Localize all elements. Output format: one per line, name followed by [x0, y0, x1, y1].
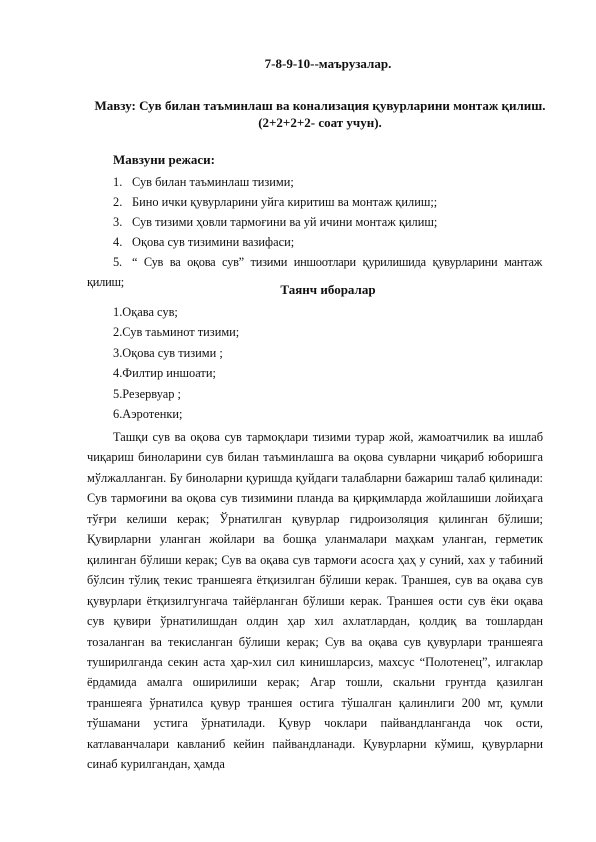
keyword-item: 1.Оқава сув;: [113, 305, 178, 319]
topic-title: Мавзу: Сув билан таъминлаш ва конализация қувурларини монтаж қилиш. (2+2+2+2- соат учун).: [94, 98, 546, 130]
keywords-heading: Таянч иборалар: [280, 282, 376, 297]
plan-list: [87, 172, 542, 292]
keyword-item: 6.Аэротенки;: [113, 407, 183, 422]
plan-item-number: 2.: [113, 195, 123, 209]
plan-heading: Мавзуни режаси:: [113, 152, 215, 167]
keyword-item: 4.Филтир иншоати;: [113, 366, 216, 381]
plan-item: [87, 232, 542, 252]
plan-item: [87, 192, 542, 212]
keyword-item: 2.Сув таьминот тизими;: [113, 325, 240, 340]
plan-item-number: 1.: [113, 175, 123, 189]
plan-item: [87, 212, 542, 232]
keywords-list: [113, 302, 239, 424]
lecture-number-heading: 7-8-9-10--маърузалар.: [264, 56, 392, 71]
plan-item-number: 5.: [113, 255, 122, 269]
plan-item-text: Бино ички қувурларини уйга киритиш ва монтаж қилиш;;: [132, 195, 438, 209]
plan-item-text: “ Сув ва оқова сув” тизими иншоотлари қурилишида қувурларини мантаж қилиш;: [87, 255, 542, 289]
plan-item-text: Оқова сув тизимини вазифаси;: [132, 235, 295, 249]
plan-item-text: Сув тизими ҳовли тармоғини ва уй ичини монтаж қилиш;: [132, 215, 438, 229]
plan-item-text: Сув билан таъминлаш тизими;: [132, 175, 294, 189]
plan-item-number: 4.: [113, 235, 123, 249]
keyword-item: 5.Резервуар ;: [113, 386, 181, 401]
plan-item-number: 3.: [113, 215, 123, 229]
body-paragraph: Ташқи сув ва оқова сув тармоқлари тизими турар жой, жамоатчилик ва ишлаб чиқариш биноларини сув билан таъминлашга ва оқова сувларни чиқариб юборишга мўлжалланган. Бу биноларни қуришда қуйдаги талабларни бажариш талаб қилинади: Сув тармоғини ва оқова сув тизимини планда ва қирқимларда жойлашиши лойиҳага тўғри келиши керак; Ўрнатилган қувурлар гидроизоляция қилинган бўлиши; Қувирларни уланган жойлари ва бошқа уланмалари маҳкам уланган, герметик қилинган бўлиши керак; Сув ва оқава сув тармоғи асосга ҳаҳ у суний, хах у табиний бўлсин тўлиқ текис траншеяга ётқизилган бўлиши керак. Траншея, сув ва оқава сув қувурлари ётқизилгунгача тайёрланган бўлиши керак. Траншея ости сув ёки оқава сув қувири ўрнатилишдан олдин ҳар хил ахлатлардан, қолдиқ ва тошлардан тозаланган ва текисланган бўлиши керак; Сув ва оқава сув қувурлари траншеяга туширилганда секин аста ҳар-хил сил кинишларсиз, махсус “Полотенец”, илгаклар ёрдамида амалга оширилиши керак; Агар тошли, скальни грунтда қазилган траншеяга ўрнатилса қувур траншея остига тўшалган қалинлиги 200 мт, қумли тўшамани устига ўрнатилади. Қувур чоклари пайвандланганда чок ости, катлаванчалари кавланиб кейин пайвандланади. Қувурларни кўмиш, қувурларни синаб курилгандан, ҳамда: [87, 430, 543, 772]
plan-item: [87, 172, 542, 192]
keyword-item: 3.Оқова сув тизими ;: [113, 345, 223, 360]
